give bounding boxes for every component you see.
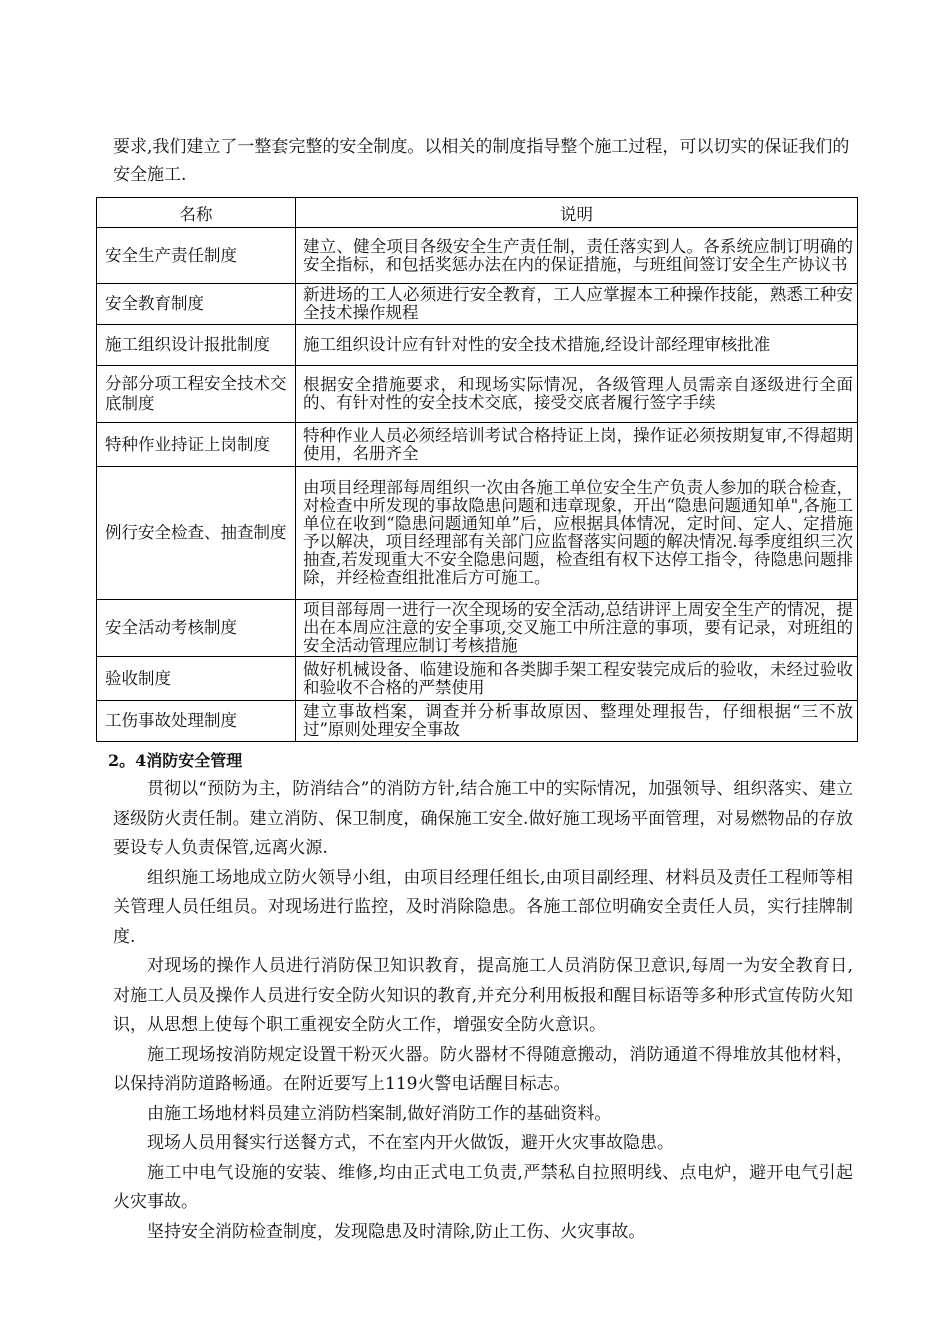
header-name: 名称: [97, 198, 296, 228]
section-heading: 2。4消防安全管理: [108, 751, 243, 770]
rule-name: 特种作业持证上岗制度: [97, 423, 296, 467]
body-paragraph: 由施工场地材料员建立消防档案制,做好消防工作的基础资料。: [147, 1103, 612, 1124]
rule-description: 由项目经理部每周组织一次由各施工单位安全生产负责人参加的联合检查，对检查中所发现的事故隐患问题和违章现象，开出“隐患问题通知单",各施工单位在收到“隐患问题通知单”后，应根据具体情况，定时间、定人、定措施予以解决，项目经理部有关部门应监督落实问题的解决情况.每季度组织三次抽查,若发现重大不安全隐患问题，检查组有权下达停工指令，待隐患问题排除，并经检查组批准后方可施工。: [296, 467, 858, 600]
table-row: [97, 228, 858, 284]
rule-description: 建立、健全项目各级安全生产责任制，责任落实到人。各系统应制订明确的安全指标，和包括奖惩办法在内的保证措施，与班组间签订安全生产协议书: [296, 228, 858, 284]
body-paragraph: 对现场的操作人员进行消防保卫知识教育，提高施工人员消防保卫意识,每周一为安全教育日,对施工人员及操作人员进行安全防火知识的教育,并充分利用板报和醒目标语等多种形式宣传防火知识，从思想上使每个职工重视安全防火工作，增强安全防火意识。: [113, 956, 853, 1035]
table-row: [97, 600, 858, 657]
section-body: [113, 775, 853, 1247]
rule-name: 安全活动考核制度: [97, 600, 296, 657]
body-paragraph: 贯彻以“预防为主，防消结合”的消防方针,结合施工中的实际情况，加强领导、组织落实、建立逐级防火责任制。建立消防、保卫制度，确保施工安全.做好施工现场平面管理，对易燃物品的存放要设专人负责保管,远离火源.: [113, 779, 853, 858]
rule-description: 根据安全措施要求，和现场实际情况，各级管理人员需亲自逐级进行全面的、有针对性的安全技术交底，接受交底者履行签字手续: [296, 366, 858, 423]
rule-name: 验收制度: [97, 657, 296, 701]
rule-description: 建立事故档案，调查并分析事故原因、整理处理报告，仔细根据“三不放过”原则处理安全事故: [296, 701, 858, 742]
body-paragraph: 施工中电气设施的安装、维修,均由正式电工负责,严禁私自拉照明线、点电炉，避开电气引起火灾事故。: [113, 1162, 853, 1212]
rule-description: 项目部每周一进行一次全现场的安全活动,总结讲评上周安全生产的情况，提出在本周应注意的安全事项,交叉施工中所注意的事项，要有记录，对班组的安全活动管理应制订考核措施: [296, 600, 858, 657]
rule-description: 做好机械设备、临建设施和各类脚手架工程安装完成后的验收，未经过验收和验收不合格的严禁使用: [296, 657, 858, 701]
body-paragraph: 施工现场按消防规定设置干粉灭火器。防火器材不得随意搬动，消防通道不得堆放其他材料，以保持消防道路畅通。在附近要写上119火警电话醒目标志。: [113, 1044, 853, 1094]
table-header-row: [97, 198, 858, 228]
table-row: [97, 467, 858, 600]
table-row: [97, 284, 858, 325]
table-row: [97, 366, 858, 423]
rule-name: 安全生产责任制度: [97, 228, 296, 284]
table-row: [97, 325, 858, 366]
safety-rules-table: [96, 197, 858, 742]
rule-description: 特种作业人员必须经培训考试合格持证上岗，操作证必须按期复审,不得超期使用，名册齐全: [296, 423, 858, 467]
rule-name: 分部分项工程安全技术交底制度: [97, 366, 296, 423]
rule-description: 施工组织设计应有针对性的安全技术措施,经设计部经理审核批准: [296, 325, 858, 366]
rule-name: 安全教育制度: [97, 284, 296, 325]
intro-paragraph: 要求,我们建立了一整套完整的安全制度。以相关的制度指导整个施工过程，可以切实的保证我们的安全施工.: [113, 137, 850, 185]
table-row: [97, 423, 858, 467]
rule-name: 工伤事故处理制度: [97, 701, 296, 742]
rule-description: 新进场的工人必须进行安全教育，工人应掌握本工种操作技能，熟悉工种安全技术操作规程: [296, 284, 858, 325]
rule-name: 例行安全检查、抽查制度: [97, 467, 296, 600]
body-paragraph: 组织施工场地成立防火领导小组，由项目经理任组长,由项目副经理、材料员及责任工程师等相关管理人员任组员。对现场进行监控，及时消除隐患。各施工部位明确安全责任人员，实行挂牌制度.: [113, 867, 853, 947]
header-description: 说明: [296, 198, 858, 228]
body-paragraph: 现场人员用餐实行送餐方式，不在室内开火做饭，避开火灾事故隐患。: [147, 1133, 674, 1153]
rule-name: 施工组织设计报批制度: [97, 325, 296, 366]
table-row: [97, 657, 858, 701]
body-paragraph: 坚持安全消防检查制度，发现隐患及时清除,防止工伤、火灾事故。: [147, 1221, 646, 1242]
table-row: [97, 701, 858, 742]
